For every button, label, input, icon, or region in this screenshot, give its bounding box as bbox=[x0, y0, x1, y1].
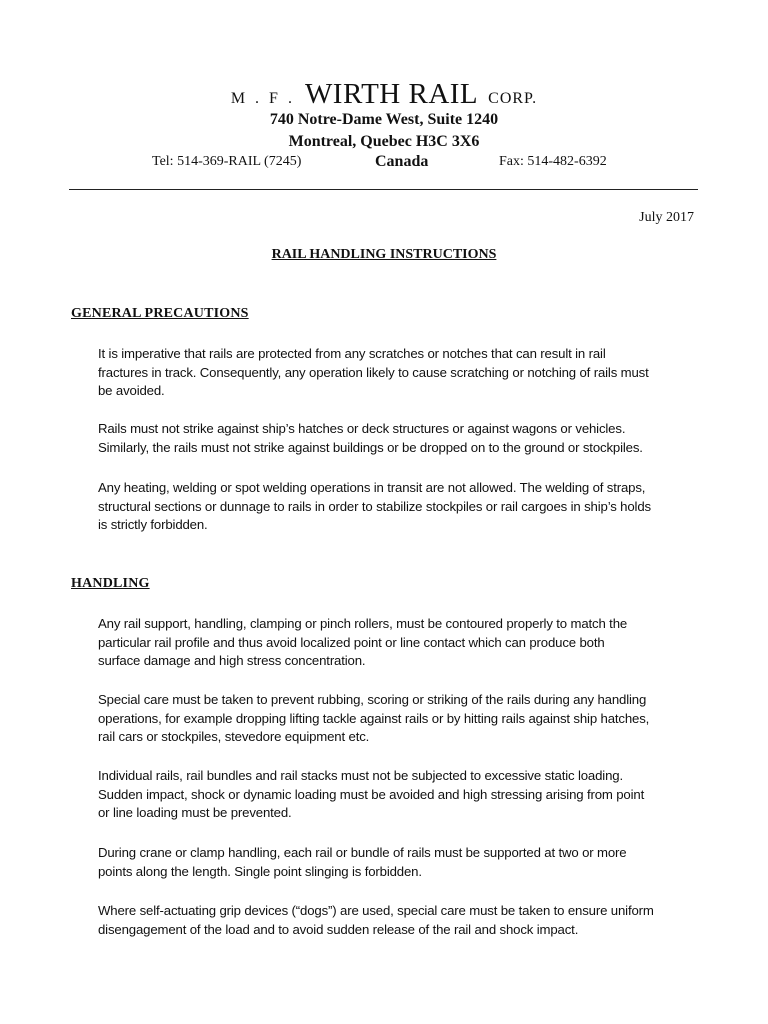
paragraph-line: Similarly, the rails must not strike against buildings or be dropped on to the ground or stockpiles. bbox=[98, 439, 643, 455]
paragraph bbox=[98, 615, 703, 671]
section-heading-handling: HANDLING bbox=[71, 576, 150, 591]
document-title: RAIL HANDLING INSTRUCTIONS bbox=[271, 247, 497, 262]
paragraph-line: It is imperative that rails are protected from any scratches or notches that can result in rail bbox=[98, 346, 606, 361]
paragraph-line: surface damage and high stress concentration. bbox=[98, 653, 366, 668]
letterhead-divider bbox=[69, 189, 698, 190]
paragraph-line: During crane or clamp handling, each rail or bundle of rails must be supported at two or more bbox=[98, 845, 627, 860]
paragraph-line: be avoided. bbox=[98, 383, 165, 398]
paragraph-line: Special care must be taken to prevent rubbing, scoring or striking of the rails during any handling bbox=[98, 692, 647, 707]
paragraph bbox=[98, 420, 703, 457]
document-date: July 2017 bbox=[639, 210, 694, 225]
paragraph-line: particular rail profile and thus avoid localized point or line contact which can produce both bbox=[98, 634, 605, 650]
paragraph-line: points along the length. Single point slinging is forbidden. bbox=[98, 863, 422, 879]
address-line-1: 740 Notre-Dame West, Suite 1240 bbox=[269, 111, 499, 128]
paragraph-line: structural sections or dunnage to rails in order to stabilize stockpiles or rail cargoes in ship’s holds bbox=[98, 498, 651, 514]
paragraph-line: is strictly forbidden. bbox=[98, 517, 208, 532]
paragraph-line: Individual rails, rail bundles and rail stacks must not be subjected to excessive static loading. bbox=[98, 768, 623, 783]
paragraph bbox=[98, 479, 703, 535]
paragraph bbox=[98, 902, 703, 939]
paragraph-line: or line loading must be prevented. bbox=[98, 805, 292, 820]
company-name bbox=[0, 78, 768, 111]
address-line-2: Montreal, Quebec H3C 3X6 bbox=[288, 133, 480, 150]
fax: Fax: 514-482-6392 bbox=[499, 154, 607, 169]
paragraph-line: Sudden impact, shock or dynamic loading must be avoided and high stressing arising from point bbox=[98, 786, 645, 802]
company-main-name: WIRTH RAIL bbox=[304, 78, 479, 110]
company-initials: M . F . bbox=[230, 90, 295, 107]
telephone: Tel: 514-369-RAIL (7245) bbox=[152, 154, 302, 169]
paragraph-line: Where self-actuating grip devices (“dogs”) are used, special care must be taken to ensure uniform bbox=[98, 903, 654, 918]
paragraph-line: disengagement of the load and to avoid sudden release of the rail and shock impact. bbox=[98, 921, 579, 937]
paragraph bbox=[98, 767, 703, 823]
paragraph-line: Any heating, welding or spot welding operations in transit are not allowed. The welding of straps, bbox=[98, 480, 646, 495]
paragraph-line: Rails must not strike against ship’s hatches or deck structures or against wagons or vehicles. bbox=[98, 421, 626, 436]
paragraph bbox=[98, 844, 703, 881]
paragraph-line: rail cars or stockpiles, stevedore equipment etc. bbox=[98, 729, 370, 744]
country: Canada bbox=[375, 153, 429, 170]
company-corp-suffix: CORP. bbox=[488, 90, 538, 107]
paragraph-line: Any rail support, handling, clamping or pinch rollers, must be contoured properly to match the bbox=[98, 616, 628, 631]
paragraph bbox=[98, 345, 703, 401]
paragraph-line: fractures in track. Consequently, any operation likely to cause scratching or notching of rails must bbox=[98, 364, 649, 380]
section-heading-general-precautions: GENERAL PRECAUTIONS bbox=[71, 306, 249, 321]
paragraph bbox=[98, 691, 703, 747]
paragraph-line: operations, for example dropping lifting tackle against rails or by hitting rails against ship hatches, bbox=[98, 710, 650, 726]
